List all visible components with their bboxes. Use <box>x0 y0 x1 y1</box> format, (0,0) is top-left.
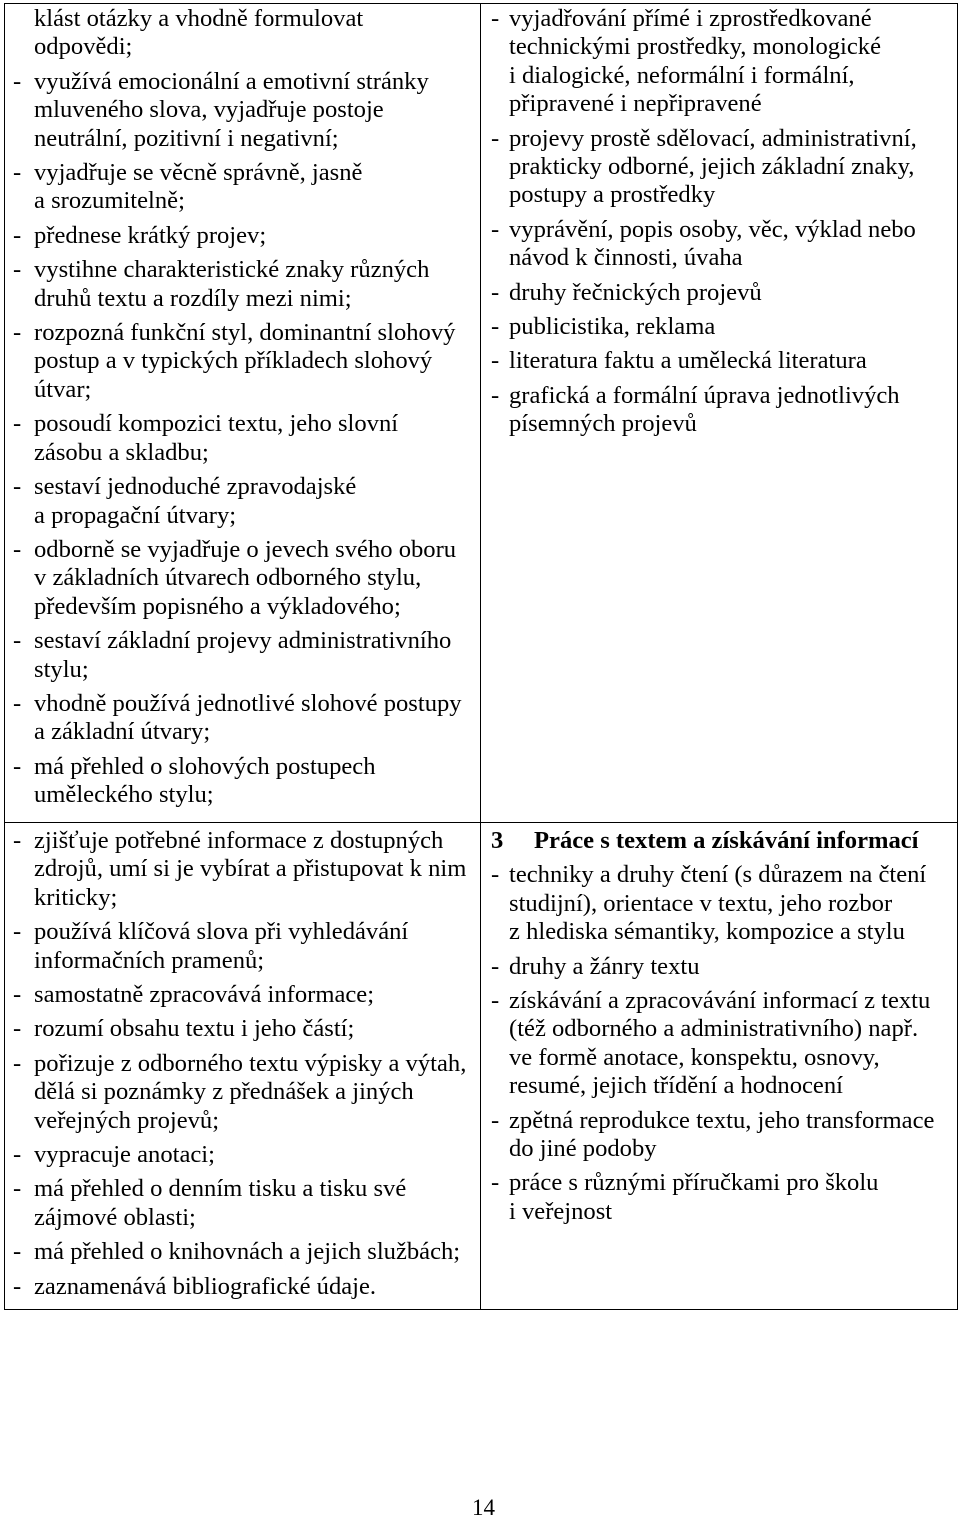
list-item <box>5 1273 480 1301</box>
list-item <box>481 313 957 341</box>
list-item <box>5 753 480 810</box>
list-item <box>5 690 480 747</box>
text-line: vhodně používá jednotlivé slohové postupy <box>34 689 462 717</box>
list-item <box>481 953 957 981</box>
text-line: do jiné podoby <box>509 1135 657 1163</box>
text-line: uměleckého stylu; <box>34 781 214 809</box>
text-line: odborně se vyjadřuje o jevech svého oboru <box>34 535 457 563</box>
table-cell <box>5 823 480 1309</box>
text-line: postup a v typických příkladech slohový <box>34 347 433 375</box>
text-line: technickými prostředky, monologické <box>509 33 882 61</box>
text-line: rozpozná funkční styl, dominantní slohový <box>34 319 456 347</box>
document-table <box>4 3 958 1310</box>
text-line: vyprávění, popis osoby, věc, výklad nebo <box>509 215 916 243</box>
list-item <box>5 1141 480 1169</box>
list-dash: - <box>13 981 22 1009</box>
text-line: sestaví základní projevy administrativního <box>34 627 452 655</box>
text-line: návod k činnosti, úvaha <box>509 244 743 272</box>
text-line: kriticky; <box>34 883 118 911</box>
text-line: a srozumitelně; <box>34 187 185 215</box>
text-line: útvar; <box>34 375 92 403</box>
list-dash: - <box>491 1169 500 1197</box>
list-dash: - <box>13 689 22 717</box>
table-cell <box>481 4 957 822</box>
list-item <box>5 222 480 250</box>
text-line: vyjadřuje se věcně správně, jasně <box>34 159 363 187</box>
list-dash: - <box>13 410 22 438</box>
text-line: literatura faktu a umělecká literatura <box>509 347 867 375</box>
text-line: sestaví jednoduché zpravodajské <box>34 473 357 501</box>
list-dash: - <box>13 918 22 946</box>
list-item <box>481 347 957 375</box>
text-line: samostatně zpracovává informace; <box>34 981 375 1009</box>
text-line: prakticky odborné, jejich základní znaky, <box>509 153 915 181</box>
list-item <box>481 279 957 307</box>
list-item <box>481 382 957 439</box>
text-line: informačních pramenů; <box>34 946 265 974</box>
list-dash: - <box>13 1175 22 1203</box>
list-item <box>481 5 957 119</box>
text-line: druhy a žánry textu <box>509 952 700 980</box>
text-line: zaznamenává bibliografické údaje. <box>34 1272 377 1300</box>
list-item <box>481 1107 957 1164</box>
text-line: druhů textu a rozdíly mezi nimi; <box>34 284 352 312</box>
list-item <box>481 1169 957 1226</box>
list-dash: - <box>13 221 22 249</box>
list-item <box>5 827 480 912</box>
list-dash: - <box>491 987 500 1015</box>
list-dash: - <box>491 347 500 375</box>
list-dash: - <box>491 278 500 306</box>
text-line: veřejných projevů; <box>34 1106 220 1134</box>
table-cell <box>481 823 957 1309</box>
list-item <box>481 861 957 946</box>
list-dash: - <box>13 827 22 854</box>
text-line: studijní), orientace v textu, jeho rozbor <box>509 889 893 917</box>
text-line: používá klíčová slova při vyhledávání <box>34 918 409 946</box>
text-line: techniky a druhy čtení (s důrazem na čtení <box>509 861 927 889</box>
list-item <box>5 1238 480 1266</box>
list-item <box>5 1050 480 1135</box>
list-dash: - <box>13 1238 22 1266</box>
text-line: má přehled o denním tisku a tisku své <box>34 1175 407 1203</box>
text-line: zásobu a skladbu; <box>34 438 209 466</box>
text-line: zjišťuje potřebné informace z dostupných <box>34 827 444 854</box>
list-item <box>481 125 957 210</box>
list-dash: - <box>491 1106 500 1134</box>
list-dash: - <box>491 381 500 409</box>
section-number: 3 <box>491 827 504 854</box>
text-line: přednese krátký projev; <box>34 221 267 249</box>
list-dash: - <box>13 1015 22 1043</box>
text-line: klást otázky a vhodně formulovat <box>34 5 364 32</box>
list-item <box>5 981 480 1009</box>
list-dash: - <box>13 1049 22 1077</box>
list-item <box>5 159 480 216</box>
text-line: (též odborného a administrativního) např. <box>509 1015 919 1043</box>
text-line: v základních útvarech odborného stylu, <box>34 564 422 592</box>
list-dash: - <box>491 124 500 152</box>
list-dash: - <box>13 256 22 284</box>
list-dash: - <box>13 319 22 347</box>
list-item <box>5 536 480 621</box>
list-item <box>5 68 480 153</box>
list-dash: - <box>13 473 22 501</box>
text-line: písemných projevů <box>509 410 697 438</box>
text-line: získávání a zpracovávání informací z textu <box>509 987 931 1015</box>
text-line: posoudí kompozici textu, jeho slovní <box>34 410 399 438</box>
list-item <box>5 1015 480 1043</box>
list-dash: - <box>491 215 500 243</box>
list-item <box>5 1175 480 1232</box>
text-line: má přehled o slohových postupech <box>34 752 376 780</box>
text-line: postupy a prostředky <box>509 181 716 209</box>
text-line: vystihne charakteristické znaky různých <box>34 256 430 284</box>
list-dash: - <box>491 952 500 980</box>
list-item <box>5 473 480 530</box>
text-line: práce s různými příručkami pro školu <box>509 1169 879 1197</box>
text-line: i dialogické, neformální i formální, <box>509 61 855 89</box>
text-line: grafická a formální úprava jednotlivých <box>509 381 900 409</box>
section-heading <box>481 827 957 855</box>
list-item <box>5 256 480 313</box>
list-item <box>5 410 480 467</box>
text-line: využívá emocionální a emotivní stránky <box>34 67 429 95</box>
text-line: zájmové oblasti; <box>34 1203 196 1231</box>
text-line: z hlediska sémantiky, kompozice a stylu <box>509 918 905 946</box>
text-line: a základní útvary; <box>34 718 211 746</box>
text-line: a propagační útvary; <box>34 501 237 529</box>
text-line: i veřejnost <box>509 1197 613 1225</box>
text-line: vypracuje anotaci; <box>34 1141 215 1169</box>
continued-text <box>5 5 480 62</box>
list-dash: - <box>13 67 22 95</box>
table-cell <box>5 4 480 822</box>
text-line: projevy prostě sdělovací, administrativní, <box>509 124 917 152</box>
text-line: mluveného slova, vyjadřuje postoje <box>34 96 384 124</box>
list-dash: - <box>491 861 500 889</box>
text-line: zdrojů, umí si je vybírat a přistupovat k nim <box>34 855 467 883</box>
page-number: 14 <box>472 1495 495 1519</box>
text-line: rozumí obsahu textu i jeho částí; <box>34 1015 355 1043</box>
list-item <box>481 216 957 273</box>
text-line: resumé, jejich třídění a hodnocení <box>509 1072 843 1100</box>
list-dash: - <box>491 5 500 32</box>
text-line: připravené i nepřipravené <box>509 90 762 118</box>
list-item <box>5 627 480 684</box>
text-line: dělá si poznámky z přednášek a jiných <box>34 1078 414 1106</box>
text-line: odpovědi; <box>34 33 133 61</box>
section-title: Práce s textem a získávání informací <box>534 827 919 854</box>
text-line: pořizuje z odborného textu výpisky a výtah, <box>34 1049 467 1077</box>
text-line: druhy řečnických projevů <box>509 278 762 306</box>
list-item <box>481 987 957 1101</box>
text-line: ve formě anotace, konspektu, osnovy, <box>509 1043 880 1071</box>
text-line: má přehled o knihovnách a jejich službách; <box>34 1238 461 1266</box>
text-line: stylu; <box>34 655 89 683</box>
list-dash: - <box>491 313 500 341</box>
list-dash: - <box>13 752 22 780</box>
text-line: především popisného a výkladového; <box>34 592 401 620</box>
list-item <box>5 319 480 404</box>
list-dash: - <box>13 1272 22 1300</box>
text-line: publicistika, reklama <box>509 313 716 341</box>
text-line: zpětná reprodukce textu, jeho transformace <box>509 1106 935 1134</box>
list-dash: - <box>13 627 22 655</box>
list-item <box>5 918 480 975</box>
list-dash: - <box>13 1141 22 1169</box>
list-dash: - <box>13 159 22 187</box>
text-line: neutrální, pozitivní i negativní; <box>34 124 339 152</box>
list-dash: - <box>13 535 22 563</box>
text-line: vyjadřování přímé i zprostředkované <box>509 5 872 32</box>
